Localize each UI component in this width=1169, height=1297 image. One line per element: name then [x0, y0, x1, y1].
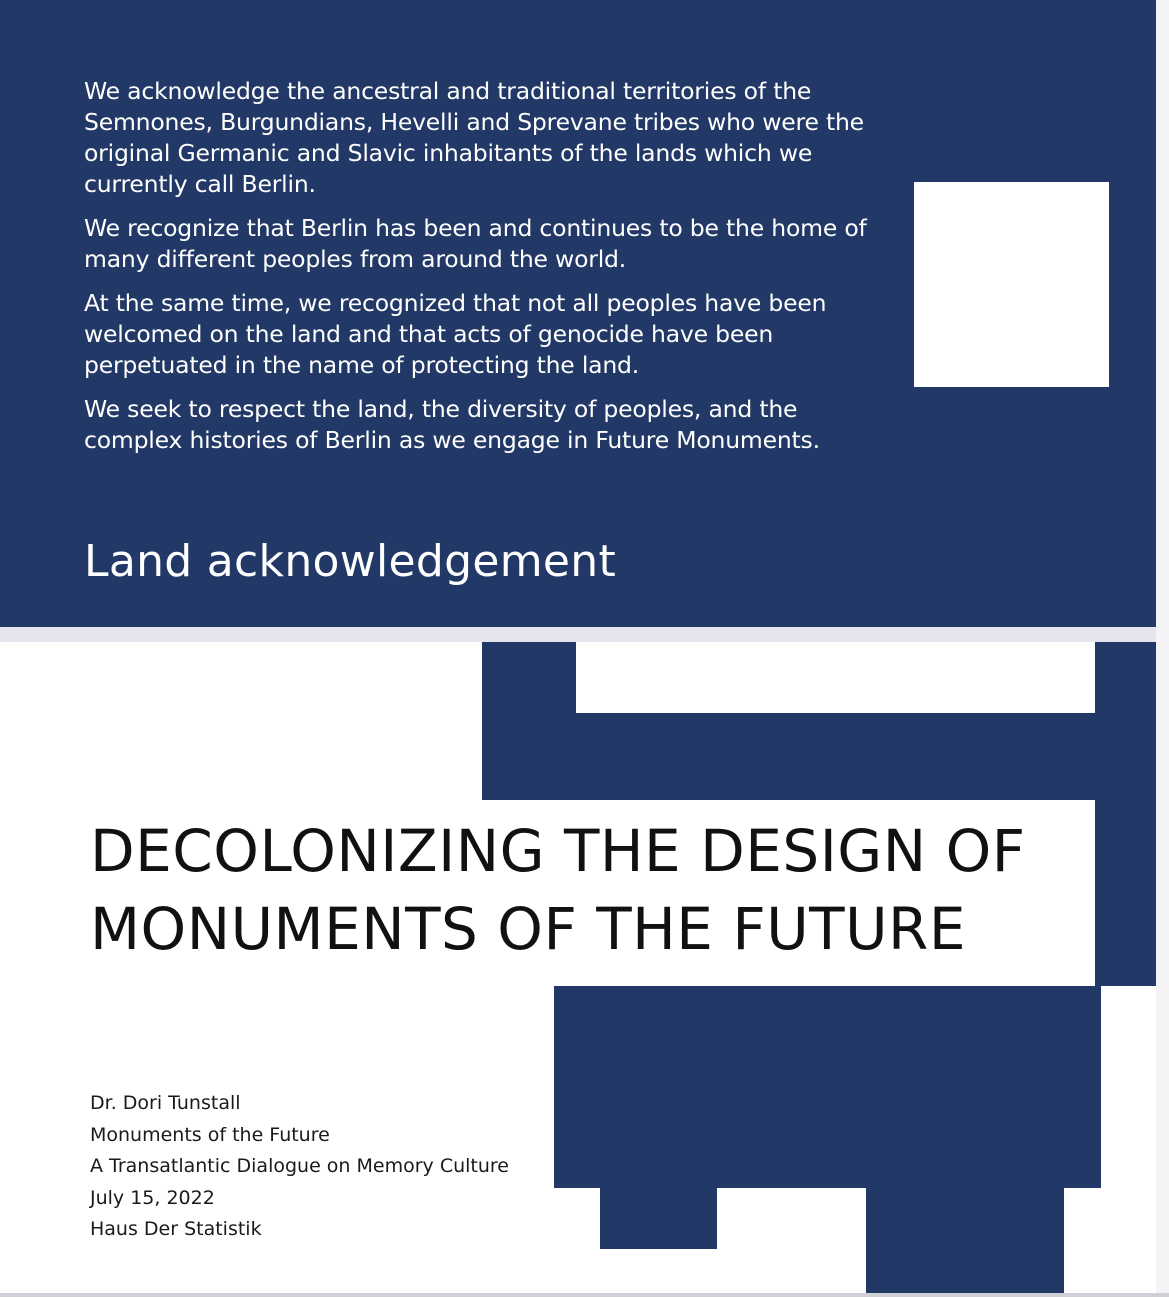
acknowledgement-paragraph-2: We recognize that Berlin has been and continues to be the home of many different peoples from around the world.	[84, 214, 867, 273]
decorative-bar-right	[1095, 642, 1156, 986]
viewer-bottom-edge	[0, 1293, 1169, 1297]
title-line-2: MONUMENTS OF THE FUTURE	[90, 895, 967, 963]
event-date: July 15, 2022	[90, 1186, 215, 1209]
presentation-title	[90, 812, 1090, 968]
decorative-block-bottom-right	[866, 1188, 1064, 1297]
image-placeholder	[914, 182, 1109, 387]
acknowledgement-paragraph-4: We seek to respect the land, the diversity of peoples, and the complex histories of Berlin as we engage in Future Monuments.	[84, 395, 820, 454]
title-line-1: DECOLONIZING THE DESIGN OF	[90, 817, 1026, 885]
acknowledgement-paragraph-1: We acknowledge the ancestral and traditional territories of the Semnones, Burgundians, Hevelli and Sprevane tribes who were the original Germanic and Slavic inhabitants of the lands which we currently call Berlin.	[84, 77, 864, 198]
acknowledgement-text	[84, 76, 884, 469]
event-venue: Haus Der Statistik	[90, 1218, 262, 1240]
author: Dr. Dori Tunstall	[90, 1092, 241, 1114]
decorative-block-small	[600, 1188, 717, 1249]
decorative-notch-top	[576, 642, 1095, 713]
presentation-details	[90, 1088, 509, 1246]
title-slide	[0, 642, 1156, 1297]
land-acknowledgement-slide	[0, 0, 1156, 627]
acknowledgement-paragraph-3: At the same time, we recognized that not all peoples have been welcomed on the land and that acts of genocide have been perpetuated in the name of protecting the land.	[84, 289, 827, 379]
decorative-block-middle	[554, 986, 1101, 1188]
viewer-scroll-gutter	[1156, 0, 1169, 1297]
slide-title: Land acknowledgement	[84, 536, 617, 587]
event-name: Monuments of the Future	[90, 1123, 330, 1146]
event-subtitle: A Transatlantic Dialogue on Memory Culture	[90, 1155, 509, 1177]
